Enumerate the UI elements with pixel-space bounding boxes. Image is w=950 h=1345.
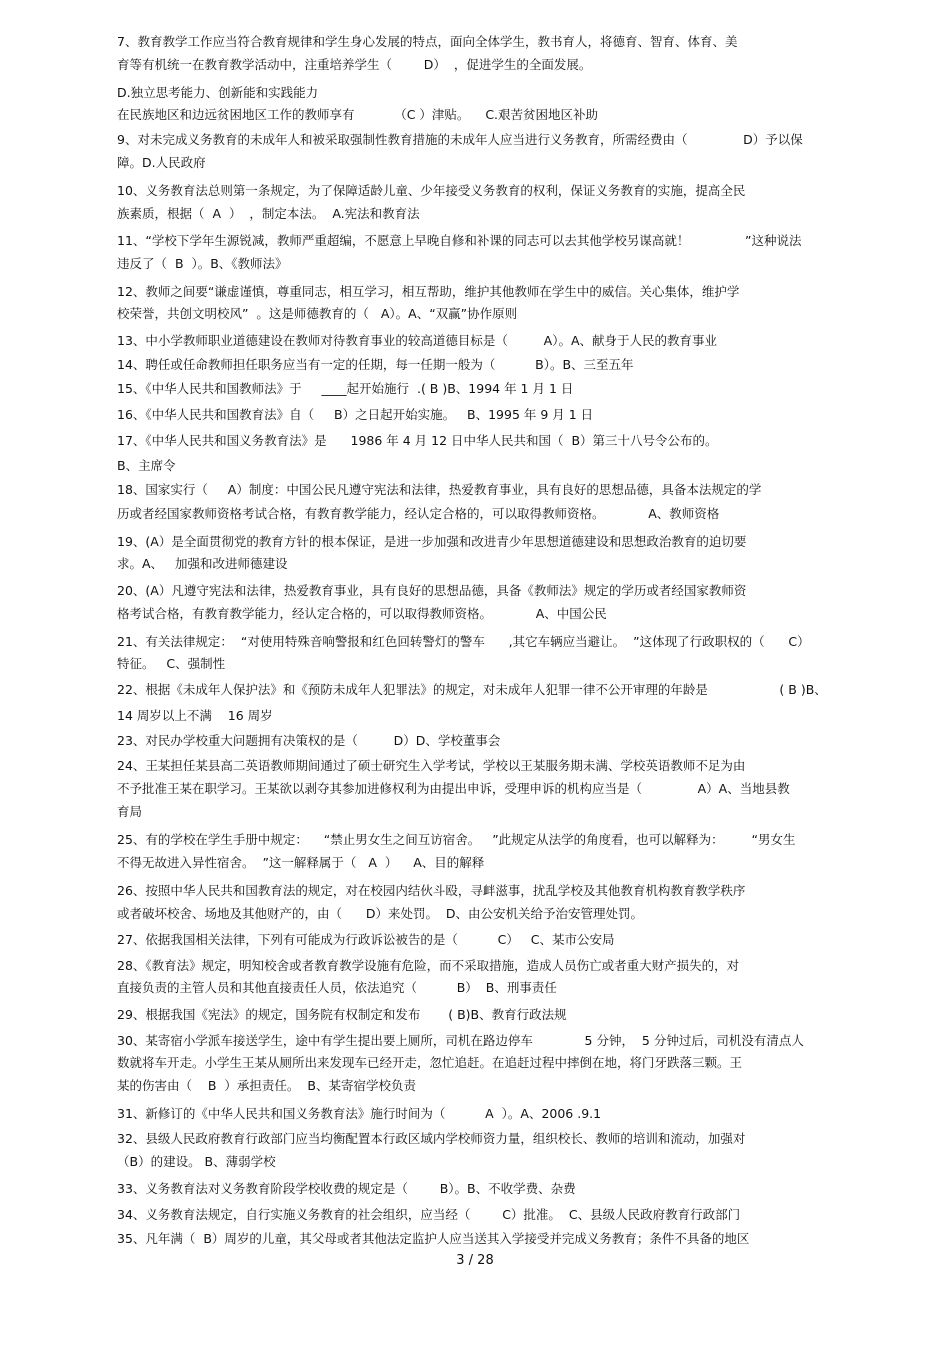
text-line: 23、对民办学校重大问题拥有决策权的是（ D）D、学校董事会 xyxy=(117,733,501,748)
text-line: D.独立思考能力、创新能和实践能力 xyxy=(117,85,319,100)
text-line: 族素质，根据（ A ） ，制定本法。 A.宪法和教育法 xyxy=(117,206,420,221)
text-line: 31、新修订的《中华人民共和国义务教育法》施行时间为（ A ）。A、2006 .9.1 xyxy=(117,1106,602,1121)
text-line: 10、义务教育法总则第一条规定，为了保障适龄儿童、少年接受义务教育的权利，保证义务教育的实施，提高全民 xyxy=(117,183,746,198)
text-line: 特征。 C、强制性 xyxy=(117,656,226,671)
text-line: 11、“学校下学年生源锐减，教师严重超编，不愿意上早晚自修和补课的同志可以去其他学校另谋高就！ ”这种说法 xyxy=(117,233,802,248)
text-line: 求。A、 加强和改进师德建设 xyxy=(117,556,288,571)
text-line: 19、(A）是全面贯彻党的教育方针的根本保证，是进一步加强和改进青少年思想道德建设和思想政治教育的迫切要 xyxy=(117,534,747,549)
text-line: 30、某寄宿小学派车接送学生，途中有学生提出要上厕所，司机在路边停车 5 分钟， 5 分钟过后，司机没有清点人 xyxy=(117,1033,804,1048)
text-line: 数就将车开走。小学生王某从厕所出来发现车已经开走，忽忙追赶。在追赶过程中摔倒在地，将门牙跌落三颗。王 xyxy=(117,1055,743,1070)
text-line: 35、凡年满（ B）周岁的儿童，其父母或者其他法定监护人应当送其入学接受并完成义务教育；条件不具备的地区 xyxy=(117,1231,750,1246)
text-line: 28、《教育法》规定，明知校舍或者教育教学设施有危险，而不采取措施，造成人员伤亡或者重大财产损失的，对 xyxy=(117,958,740,973)
text-line: 14、聘任或任命教师担任职务应当有一定的任期，每一任期一般为（ B）。B、三至五年 xyxy=(117,357,634,372)
text-line: 不予批准王某在职学习。王某欲以剥夺其参加进修权利为由提出申诉，受理申诉的机构应当是（ A）A、当地县教 xyxy=(117,781,790,796)
text-line: 22、根据《未成年人保护法》和《预防未成年人犯罪法》的规定，对未成年人犯罪一律不公开审理的年龄是 ( B )B、 xyxy=(117,682,827,697)
text-line: 育等有机统一在教育教学活动中，注重培养学生（ D） ，促进学生的全面发展。 xyxy=(117,57,592,72)
text-line: 18、国家实行（ A）制度：中国公民凡遵守宪法和法律，热爱教育事业，具有良好的思想品德，具备本法规定的学 xyxy=(117,482,762,497)
text-line: 格考试合格，有教育教学能力，经认定合格的，可以取得教师资格。 A、中国公民 xyxy=(117,606,607,621)
text-line: 17、《中华人民共和国义务教育法》是 1986 年 4 月 12 日中华人民共和国（ B）第三十八号令公布的。 xyxy=(117,433,718,448)
text-line: 29、根据我国《宪法》的规定，国务院有权制定和发布 ( B)B、教育行政法规 xyxy=(117,1007,567,1022)
text-line: 15、《中华人民共和国教师法》于 ____起开始施行 .( B )B、1994 年 1 月 1 日 xyxy=(117,381,574,396)
page-number: 3 / 28 xyxy=(456,1253,494,1268)
text-line: 9、对未完成义务教育的未成年人和被采取强制性教育措施的未成年人应当进行义务教育，所需经费由（ D）予以保 xyxy=(117,132,803,147)
text-line: 14 周岁以上不满 16 周岁 xyxy=(117,708,273,723)
text-line: 校荣誉，共创文明校风” 。这是师德教育的（ A）。A、“双赢”协作原则 xyxy=(117,306,518,321)
text-line: 16、《中华人民共和国教育法》自（ B）之日起开始实施。 B、1995 年 9 月 1 日 xyxy=(117,407,594,422)
text-line: 障。D.人民政府 xyxy=(117,155,206,170)
text-line: 34、义务教育法规定，自行实施义务教育的社会组织，应当经（ C）批准。 C、县级人民政府教育行政部门 xyxy=(117,1207,741,1222)
text-line: 或者破坏校舍、场地及其他财产的，由（ D）来处罚。 D、由公安机关给予治安管理处罚。 xyxy=(117,906,644,921)
text-line: 24、王某担任某县高二英语教师期间通过了硕士研究生入学考试，学校以王某服务期未满、学校英语教师不足为由 xyxy=(117,758,746,773)
text-line: 直接负责的主管人员和其他直接责任人员，依法追究（ B） B、刑事责任 xyxy=(117,980,557,995)
text-line: （B）的建设。 B、薄弱学校 xyxy=(117,1154,276,1169)
text-line: 历或者经国家教师资格考试合格，有教育教学能力，经认定合格的，可以取得教师资格。 A、教师资格 xyxy=(117,506,720,521)
text-line: 20、(A）凡遵守宪法和法律，热爱教育事业，具有良好的思想品德，具备《教师法》规定的学历或者经国家教师资 xyxy=(117,583,747,598)
text-line: 26、按照中华人民共和国教育法的规定，对在校园内结伙斗殴，寻衅滋事，扰乱学校及其他教育机构教育教学秩序 xyxy=(117,883,746,898)
text-line: 不得无故进入异性宿舍。 ”这一解释属于（ A ） A、目的解释 xyxy=(117,855,485,870)
text-line: 在民族地区和边远贫困地区工作的教师享有 （C ）津贴。 C.艰苦贫困地区补助 xyxy=(117,107,599,122)
text-line: 32、县级人民政府教育行政部门应当均衡配置本行政区域内学校师资力量，组织校长、教师的培训和流动，加强对 xyxy=(117,1131,746,1146)
text-line: 7、教育教学工作应当符合教育规律和学生身心发展的特点，面向全体学生，教书育人，将德育、智育、体育、美 xyxy=(117,34,738,49)
text-line: 育局 xyxy=(117,804,143,819)
text-line: 某的伤害由（ B ）承担责任。 B、某寄宿学校负责 xyxy=(117,1078,416,1093)
text-line: 12、教师之间要“谦虚谨慎，尊重同志，相互学习，相互帮助，维护其他教师在学生中的威信。关心集体，维护学 xyxy=(117,284,740,299)
text-line: 25、有的学校在学生手册中规定： “禁止男女生之间互访宿舍。 ”此规定从法学的角度看，也可以解释为： “男女生 xyxy=(117,832,796,847)
text-line: 33、义务教育法对义务教育阶段学校收费的规定是（ B）。B、不收学费、杂费 xyxy=(117,1181,576,1196)
text-line: B、主席令 xyxy=(117,458,176,473)
text-line: 违反了（ B ）。B、《教师法》 xyxy=(117,256,288,271)
text-line: 13、中小学教师职业道德建设在教师对待教育事业的较高道德目标是（ A）。A、献身于人民的教育事业 xyxy=(117,333,718,348)
text-line: 21、有关法律规定： “对使用特殊音响警报和红色回转警灯的警车 ,其它车辆应当避让。 ”这体现了行政职权的（ C） xyxy=(117,634,810,649)
text-line: 27、依据我国相关法律，下列有可能成为行政诉讼被告的是（ C） C、某市公安局 xyxy=(117,932,615,947)
